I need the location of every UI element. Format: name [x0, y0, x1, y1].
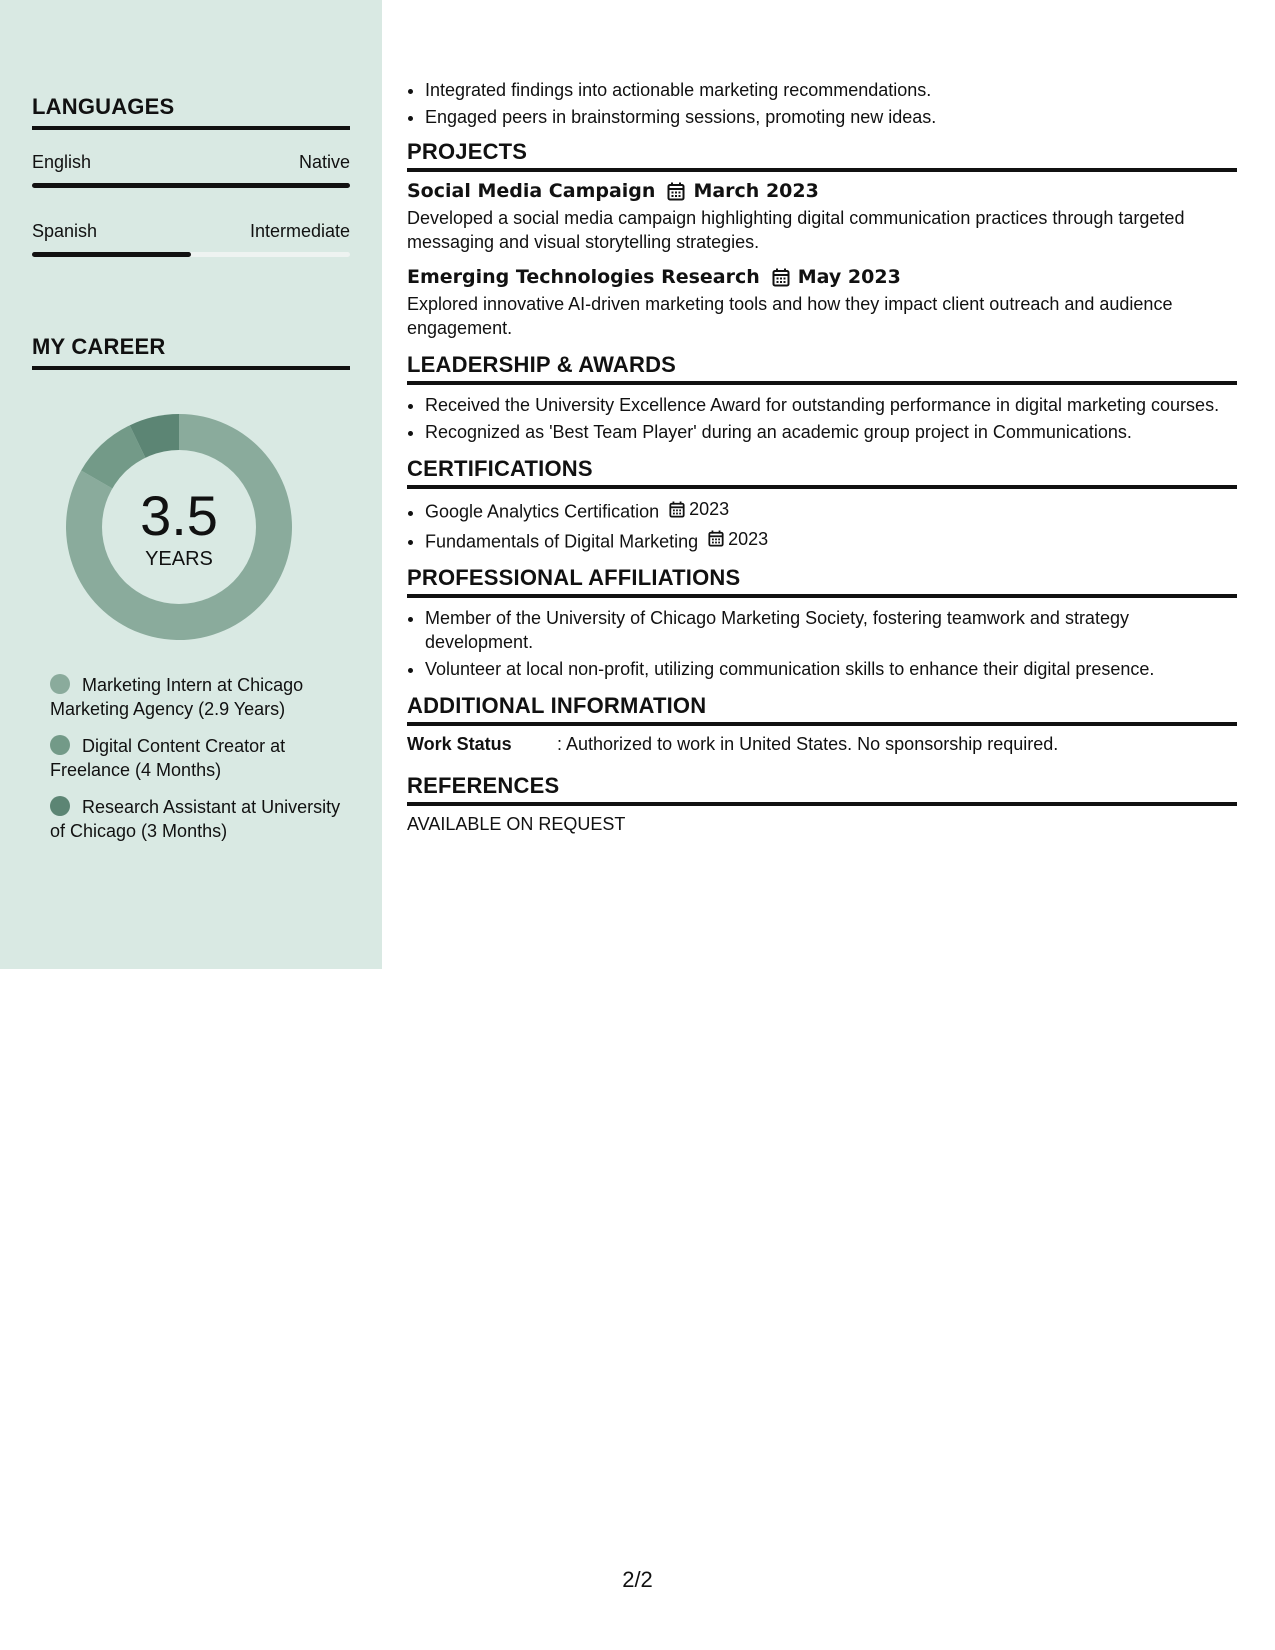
certification-year: 2023 [689, 499, 730, 519]
certification-year: 2023 [728, 528, 769, 549]
career-item [50, 795, 350, 843]
work-status-value: : Authorized to work in United States. No sponsorship required. [557, 734, 1059, 754]
language-level: Intermediate [249, 221, 350, 241]
calendar-icon [669, 501, 685, 518]
certification-date [708, 527, 768, 551]
references-text: AVAILABLE ON REQUEST [407, 814, 626, 834]
calendar-icon [708, 530, 724, 547]
career-item [50, 734, 350, 782]
project-title: Emerging Technologies Research [407, 266, 760, 288]
calendar-icon [772, 268, 790, 287]
project-description: Developed a social media campaign highlighting digital communication practices through targeted messaging and visual storytelling strategies. [407, 208, 1185, 252]
language-bar-fill [32, 252, 191, 257]
work-status-row [407, 734, 1237, 755]
leadership-list [407, 393, 1237, 444]
career-total-unit: YEARS [145, 548, 213, 570]
page-number: 2/2 [622, 1567, 653, 1592]
career-total-years: 3.5 [140, 484, 218, 547]
list-item: • Recognized as 'Best Team Player' during an academic group project in Communications. [425, 420, 1237, 444]
certification-name: Fundamentals of Digital Marketing [425, 531, 699, 551]
project-item [407, 266, 1237, 340]
project-title-row [407, 180, 1237, 202]
career-item [50, 673, 350, 721]
language-row-english [32, 152, 350, 173]
project-title: Social Media Campaign [407, 180, 656, 202]
references-heading: REFERENCES [407, 773, 1237, 806]
language-level: Native [298, 152, 350, 172]
certification-name: Google Analytics Certification [425, 501, 660, 522]
list-item: • Engaged peers in brainstorming sessions, promoting new ideas. [425, 105, 1237, 129]
calendar-icon [667, 182, 685, 201]
project-date: May 2023 [797, 266, 901, 288]
legend-dot [50, 735, 70, 755]
leadership-heading: LEADERSHIP & AWARDS [407, 352, 1237, 385]
sidebar [0, 0, 382, 969]
language-bar-fill [32, 183, 350, 188]
list-item: • Member of the University of Chicago Marketing Society, fostering teamwork and strategy development. [425, 606, 1237, 654]
certification-date [669, 497, 729, 521]
list-item: • Received the University Excellence Award for outstanding performance in digital marketing courses. [425, 393, 1237, 417]
career-item-text: Digital Content Creator at Freelance (4 Months) [50, 736, 286, 780]
additional-info-heading: ADDITIONAL INFORMATION [407, 693, 1237, 726]
affiliations-heading: PROFESSIONAL AFFILIATIONS [407, 565, 1237, 598]
language-name: Spanish [32, 221, 98, 241]
career-item-text: Marketing Intern at Chicago Marketing Agency (2.9 Years) [50, 675, 304, 719]
list-item [425, 497, 1237, 524]
career-list [50, 673, 350, 856]
project-title-row [407, 266, 1237, 288]
certifications-list [407, 497, 1237, 553]
language-bar-english [32, 183, 350, 188]
career-heading: MY CAREER [32, 334, 350, 370]
language-name: English [32, 152, 92, 172]
language-bar-spanish [32, 252, 350, 257]
projects-heading: PROJECTS [407, 139, 1237, 172]
project-description: Explored innovative AI-driven marketing tools and how they impact client outreach and audience engagement. [407, 294, 1173, 338]
languages-heading: LANGUAGES [32, 94, 350, 130]
list-item: • Volunteer at local non-profit, utilizing communication skills to enhance their digital presence. [425, 657, 1237, 681]
project-item [407, 180, 1237, 254]
legend-dot [50, 796, 70, 816]
work-status-label: Work Status [407, 734, 512, 754]
legend-dot [50, 674, 70, 694]
experience-bullets [407, 78, 1237, 129]
certifications-heading: CERTIFICATIONS [407, 456, 1237, 489]
list-item: • Integrated findings into actionable marketing recommendations. [425, 78, 1237, 102]
career-item-text: Research Assistant at University of Chicago (3 Months) [50, 797, 341, 841]
list-item [425, 527, 1237, 554]
affiliations-list [407, 606, 1237, 681]
language-row-spanish [32, 221, 350, 242]
project-date: March 2023 [693, 180, 819, 202]
main-content [407, 78, 1237, 835]
